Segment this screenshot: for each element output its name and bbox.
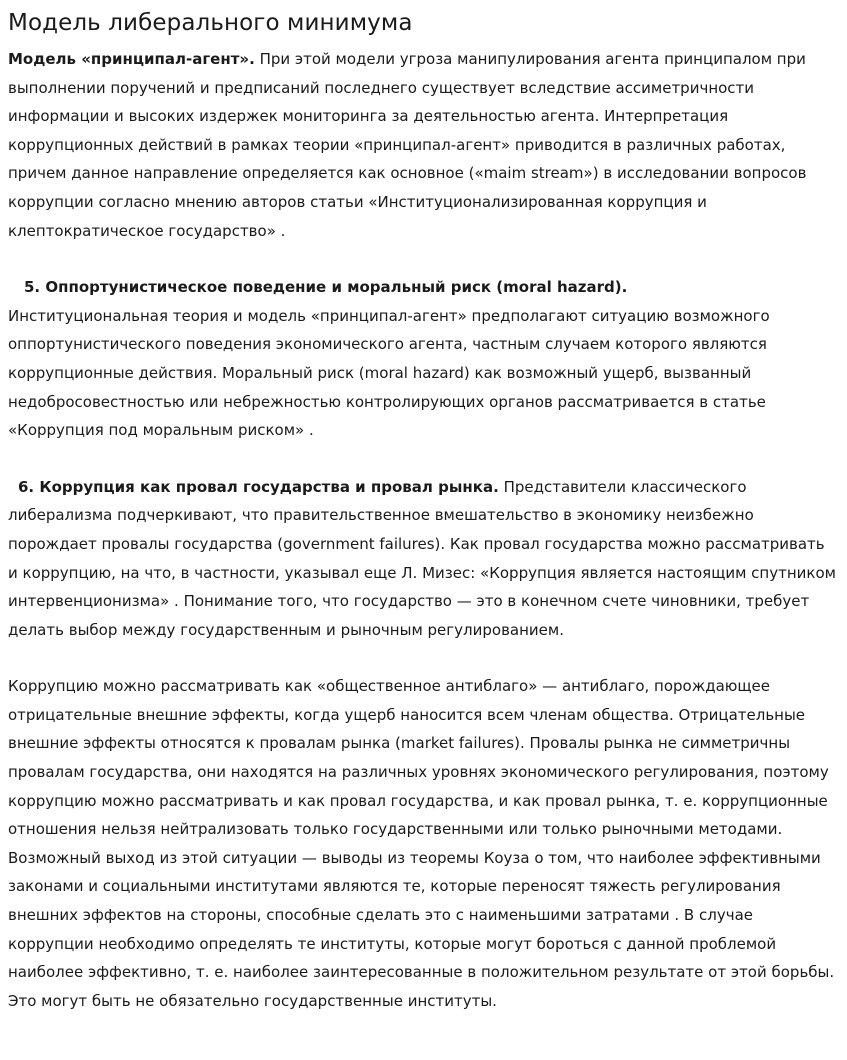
paragraph-antiblago: Коррупцию можно рассматривать как «общественное антиблаго» — антиблаго, порождающее отрицательные внешние эффекты, когда ущерб наносится всем членам общества. Отрицательные внешние эффекты относятся к провалам рынка (market failures). Провалы рынка не симметричны провалам государства, они находятся на различных уровнях экономического регулирования, поэтому коррупцию можно рассматривать и как провал государства, и как провал рынка, т. е. коррупционные отношения нельзя нейтрализовать только государственными или только рыночными методами. Возможный выход из этой ситуации — выводы из теоремы Коуза о том, что наиболее эффективными законами и социальными институтами являются те, которые переносят тяжесть регулирования внешних эффектов на стороны, способные сделать это с наименьшими затратами . В случае коррупции необходимо определять те институты, которые могут бороться с данной проблемой наиболее эффективно, т. е. наиболее заинтересованные в положительном результате от этой борьбы. Это могут быть не обязательно государственные институты. (8, 677, 835, 1010)
page-title: Модель либерального минимума (8, 10, 413, 36)
spacer (8, 445, 839, 473)
section-5-text: Институциональная теория и модель «принципал-агент» предполагают ситуацию возможного оппортунистического поведения экономического агента, частным случаем которого являются коррупционные действия. Моральный риск (moral hazard) как возможный ущерб, вызванный недобросовестностью или небрежностью контролирующих органов рассматривается в статье «Коррупция под моральным риском» . (8, 306, 770, 440)
section-5-heading-line (8, 273, 839, 302)
spacer (8, 644, 839, 672)
spacer (8, 245, 839, 273)
paragraph-principal-agent (8, 45, 839, 245)
section-5-heading: 5. Оппортунистическое поведение и моральный риск (moral hazard). (24, 278, 628, 297)
principal-agent-text: При этой модели угроза манипулирования агента принципалом при выполнении поручений и предписаний последнего существует вследствие ассиметричности информации и высоких издержек мониторинга за деятельностью агента. Интерпретация коррупционных действий в рамках теории «принципал-агент» приводится в различных работах, причем данное направление определяется как основное («maim stream») в исследовании вопросов коррупции согласно мнению авторов статьи «Институционализированная коррупция и клептократическое государство» . (8, 50, 807, 240)
section-6-heading: 6. Коррупция как провал государства и провал рынка. (18, 477, 499, 496)
section-6-paragraph (8, 473, 839, 645)
principal-agent-heading: Модель «принципал-агент». (8, 50, 255, 68)
section-6-text: Представители классического либерализма подчеркивают, что правительственное вмешательство в экономику неизбежно порождает провалы государства (government failures). Как провал государства можно рассматривать и коррупцию, на что, в частности, указывал еще Л. Мизес: «Коррупция является настоящим спутником интервенционизма» . Понимание того, что государство — это в конечном счете чиновники, требует делать выбор между государственным и рыночным регулированием. (8, 477, 836, 639)
